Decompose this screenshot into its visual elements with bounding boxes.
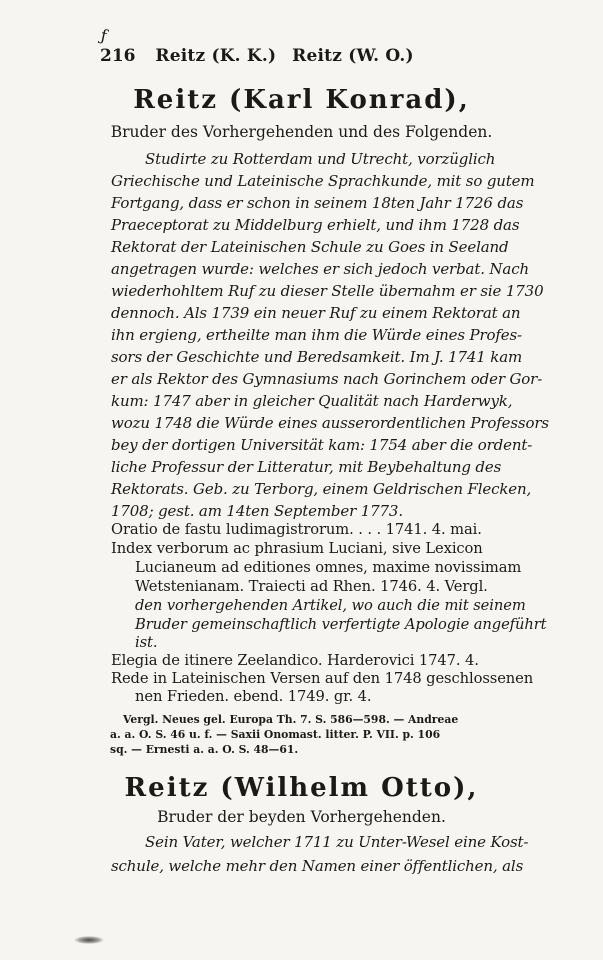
body-line: bey der dortigen Universität kam: 1754 aber die ordent- xyxy=(111,436,533,454)
body-line: wozu 1748 die Würde eines ausserordentlichen Professors xyxy=(111,414,549,432)
body-line: Rektorats. Geb. zu Terborg, einem Geldrischen Flecken, xyxy=(111,480,532,498)
body-line: angetragen wurde: welches er sich jedoch verbat. Nach xyxy=(111,260,529,278)
body-line: kum: 1747 aber in gleicher Qualität nach Harderwyk, xyxy=(111,392,513,410)
work-entry: Lucianeum ad editiones omnes, maxime novissimam xyxy=(135,559,522,576)
entry-subtitle: Bruder der beyden Vorhergehenden. xyxy=(157,808,446,826)
work-entry: Bruder gemeinschaftlich verfertigte Apologie angeführt xyxy=(135,616,547,633)
entry-subtitle: Bruder des Vorhergehenden und des Folgenden. xyxy=(110,123,493,141)
entry-title: Reitz (Karl Konrad), xyxy=(133,85,470,115)
reference-line: sq. — Ernesti a. a. O. S. 48—61. xyxy=(110,743,299,756)
margin-mark: ƒ xyxy=(99,25,109,46)
reference-line: a. a. O. S. 46 u. f. — Saxii Onomast. litter. P. VII. p. 106 xyxy=(110,728,441,741)
body-line: Sein Vater, welcher 1711 zu Unter-Wesel eine Kost- xyxy=(145,833,529,851)
running-head-right: Reitz (W. O.) xyxy=(292,46,414,66)
body-line: Griechische und Lateinische Sprachkunde, mit so gutem xyxy=(111,172,535,190)
page-number: 216 xyxy=(100,46,136,66)
body-line: Studirte zu Rotterdam und Utrecht, vorzüglich xyxy=(145,150,496,168)
body-line: sors der Geschichte und Beredsamkeit. Im J. 1741 kam xyxy=(111,348,523,366)
body-line: liche Professur der Litteratur, mit Beybehaltung des xyxy=(111,458,502,476)
body-line: er als Rektor des Gymnasiums nach Gorinchem oder Gor- xyxy=(111,370,543,388)
body-line: schule, welche mehr den Namen einer öffentlichen, als xyxy=(111,857,524,875)
body-line: dennoch. Als 1739 ein neuer Ruf zu einem Rektorat an xyxy=(111,304,521,322)
ink-stain xyxy=(74,936,104,944)
body-line: Fortgang, dass er schon in seinem 18ten Jahr 1726 das xyxy=(111,194,524,212)
work-entry: Rede in Lateinischen Versen auf den 1748 geschlossenen xyxy=(111,670,534,687)
entry-title: Reitz (Wilhelm Otto), xyxy=(124,773,479,803)
reference-line: Vergl. Neues gel. Europa Th. 7. S. 586—598. — Andreae xyxy=(123,713,459,726)
running-head-left: Reitz (K. K.) xyxy=(155,46,277,66)
work-entry: Wetstenianam. Traiecti ad Rhen. 1746. 4. Vergl. xyxy=(135,578,488,595)
work-entry: ist. xyxy=(135,634,158,651)
body-line: Rektorat der Lateinischen Schule zu Goes in Seeland xyxy=(111,238,509,256)
work-entry: Elegia de itinere Zeelandico. Harderovici 1747. 4. xyxy=(111,652,479,669)
running-header xyxy=(100,46,424,66)
work-entry: nen Frieden. ebend. 1749. gr. 4. xyxy=(135,688,372,705)
body-line: ihn ergieng, ertheilte man ihm die Würde eines Profes- xyxy=(111,326,522,344)
body-line: wiederhohltem Ruf zu dieser Stelle übernahm er sie 1730 xyxy=(111,282,544,300)
body-line: 1708; gest. am 14ten September 1773. xyxy=(111,502,403,520)
body-line: Praeceptorat zu Middelburg erhielt, und ihm 1728 das xyxy=(111,216,520,234)
work-entry: Index verborum ac phrasium Luciani, sive Lexicon xyxy=(111,540,483,557)
work-entry: den vorhergehenden Artikel, wo auch die mit seinem xyxy=(135,597,526,614)
work-entry: Oratio de fastu ludimagistrorum. . . . 1741. 4. mai. xyxy=(111,521,482,538)
